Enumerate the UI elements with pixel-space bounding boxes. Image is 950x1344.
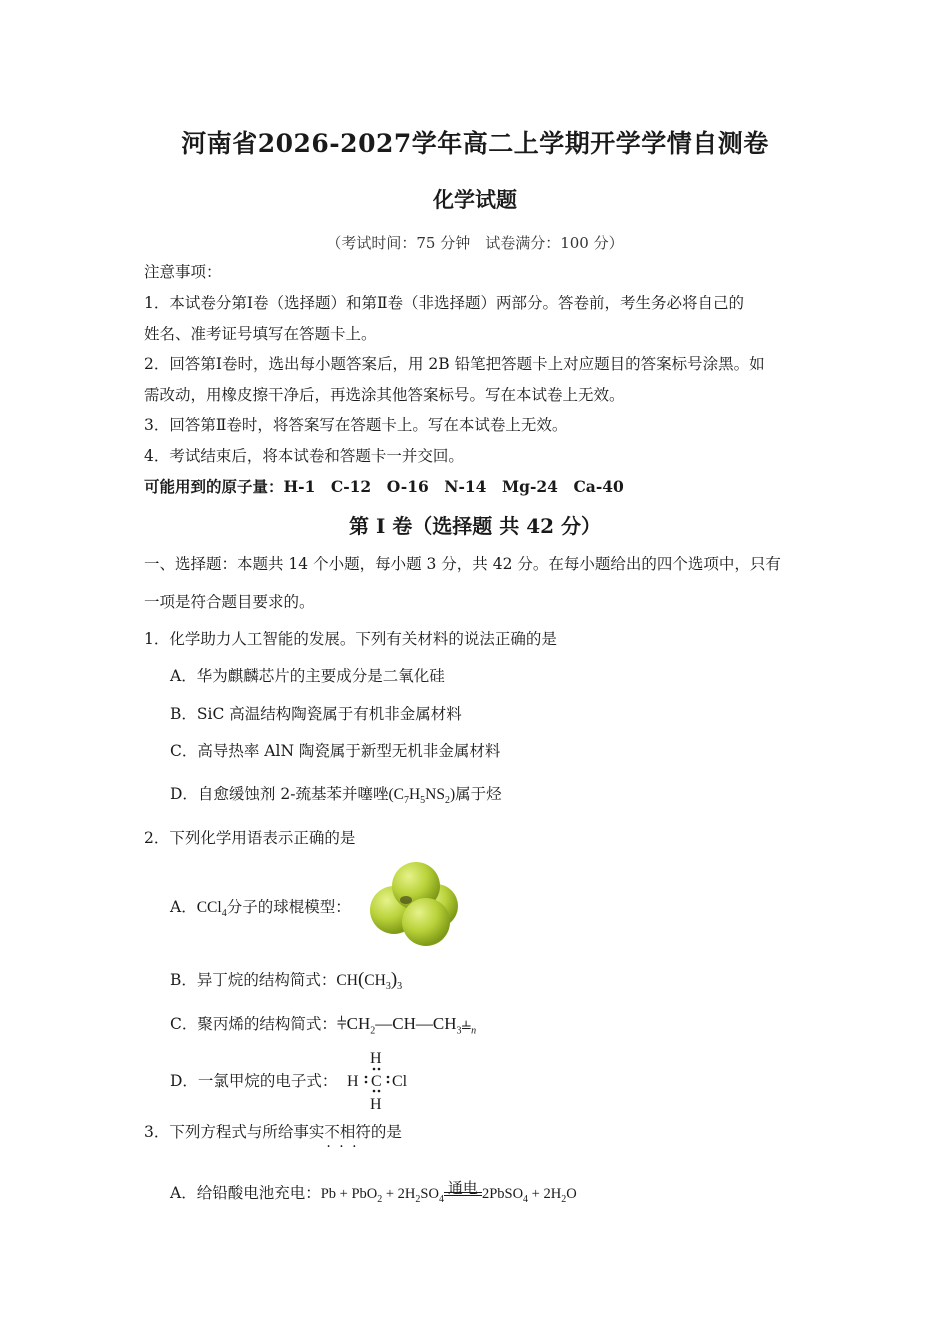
question-2-stem: 2．下列化学用语表示正确的是 [144, 829, 356, 847]
atomic-masses: 可能用到的原子量：H-1 C-12 O-16 N-14 Mg-24 Ca-40 [144, 477, 624, 496]
option-d-text: D．自愈缓蚀剂 2-巯基苯并噻唑 [170, 785, 389, 803]
formula-polypropylene: $⫩CH_2—CH—CH_3⫨_n$ [336, 1014, 477, 1037]
option-d-suffix: 属于烃 [455, 785, 502, 803]
formula-ccl4: CCl$_4$ [196, 899, 227, 920]
stem-suffix: 的是 [370, 1123, 402, 1141]
svg-text:H: H [370, 1096, 382, 1112]
question-3-stem [144, 1122, 402, 1142]
question-2-option-d [170, 1071, 337, 1091]
exam-subtitle: 化学试题 [433, 187, 517, 212]
notice-line: 需改动，用橡皮擦干净后，再选涂其他答案标号。写在本试卷上无效。 [144, 386, 625, 404]
option-b-text: B．异丁烷的结构简式： [170, 971, 337, 989]
svg-text:Cl: Cl [392, 1073, 408, 1090]
formula-isobutane: $CH(CH_3)_3$ [336, 969, 403, 993]
chloromethane-electron-formula [344, 1046, 414, 1112]
ccl4-model-image [366, 860, 464, 946]
section-intro: 一、选择题：本题共 14 个小题，每小题 3 分，共 42 分。在每小题给出的四个选项中，只有 [144, 555, 781, 573]
question-2-option-c [170, 1014, 476, 1041]
option-a-text: 分子的球棍模型： [226, 898, 351, 916]
svg-text:H: H [347, 1073, 359, 1090]
question-2-option-b [170, 970, 402, 997]
notice-line: 2．回答第Ⅰ卷时，选出每小题答案后，用 2B 铅笔把答题卡上对应题目的答案标号涂黑。如 [144, 355, 765, 373]
stem-text: 3．下列方程式与所给事实 [144, 1123, 325, 1141]
notice-line: 4．考试结束后，将本试卷和答题卡一并交回。 [144, 447, 464, 465]
question-1-option-b: B．SiC 高温结构陶瓷属于有机非金属材料 [170, 705, 462, 723]
section-title: 第 I 卷（选择题 共 42 分） [348, 514, 601, 538]
section-intro: 一项是符合题目要求的。 [144, 593, 315, 611]
svg-text:C: C [371, 1073, 382, 1090]
option-a-text: A．给铅酸电池充电： [170, 1184, 321, 1202]
svg-text:H: H [370, 1050, 382, 1067]
question-1-option-a: A．华为麒麟芯片的主要成分是二氧化硅 [170, 667, 445, 685]
option-c-text: C．聚丙烯的结构简式： [170, 1015, 337, 1033]
equation-lead-acid-charge: $Pb + PbO_2 + 2H_2SO_4$ 通电 2PbSO$_4$ + $2H_2O$ [320, 1179, 577, 1205]
question-1-option-c: C．高导热率 AlN 陶瓷属于新型无机非金属材料 [170, 742, 501, 760]
option-a-label: A． [170, 898, 197, 916]
notice-line: 1．本试卷分第Ⅰ卷（选择题）和第Ⅱ卷（非选择题）两部分。答卷前，考生务必将自己的 [144, 294, 745, 312]
exam-title: 河南省2026-2027学年高二上学期开学学情自测卷 [181, 129, 769, 158]
question-3-option-a [170, 1179, 577, 1210]
question-2-option-a [170, 897, 351, 924]
emphasized-text: 不相符 · · · [324, 1123, 371, 1141]
notice-line: 3．回答第Ⅱ卷时，将答案写在答题卡上。写在本试卷上无效。 [144, 416, 568, 434]
notice-line: 姓名、准考证号填写在答题卡上。 [144, 325, 377, 343]
question-1-option-d [170, 784, 502, 811]
option-d-text: D．一氯甲烷的电子式： [170, 1072, 338, 1090]
formula-c7h5ns2: $(C_7H_5NS_2)$ [388, 786, 456, 807]
notice-heading: 注意事项： [144, 263, 222, 281]
reaction-condition: 通电 [447, 1179, 478, 1197]
question-1-stem: 1．化学助力人工智能的发展。下列有关材料的说法正确的是 [144, 630, 557, 648]
exam-info: （考试时间：75 分钟 试卷满分：100 分） [326, 234, 624, 252]
